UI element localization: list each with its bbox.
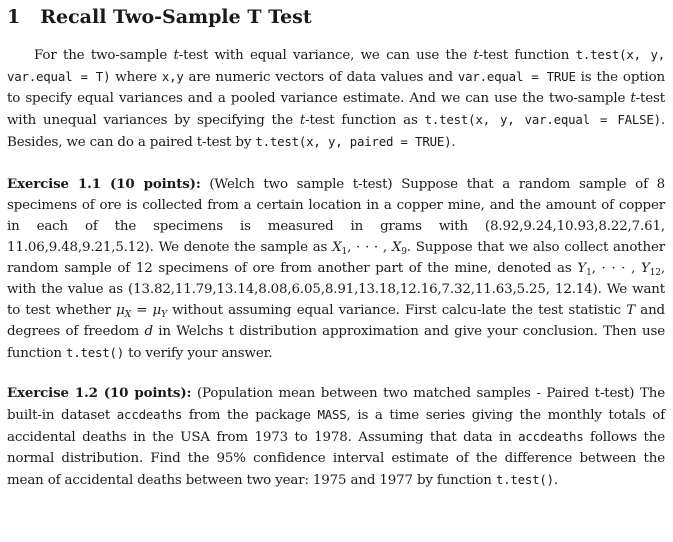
intro-text: For the two-sample [34,48,174,63]
intro-italic-t: t [173,48,179,63]
intro-text: -test with unequal variances by specifying the [7,91,665,128]
intro-paragraph [7,44,665,153]
math-sub: 1 [586,268,592,278]
exercise-text: . [553,473,559,488]
math-sub: Y [161,310,167,320]
intro-code: var.equal = TRUE [457,69,576,84]
exercise-text: (Welch two sample t-test) Suppose that a random sample of 8 specimens of ore is collected from a certain location in a copper mine, and the amount of copper in each of the specimens is measured in grams with (8.92,9.24,10.93,8.22,7.61, 11.06,9.48,9.21,5.12). We denote the sample as [7,177,665,255]
exercise-text: (Population mean between two matched samples - Paired t-test) The built-in dataset [7,386,665,423]
intro-text: where [110,70,162,85]
exercise-text: from the package [182,408,318,423]
exercise-text: and degrees of freedom [7,303,665,339]
exercise-code: t.test() [65,345,125,360]
section-heading [7,6,665,28]
intro-code: t.test(x, y, var.equal = T) [7,47,665,84]
intro-italic-t: t [473,48,479,63]
math-var: X [391,240,402,255]
exercise-1-2-paragraph [7,383,665,491]
intro-italic-t: t [299,113,306,128]
math-var: μ [116,303,125,318]
intro-text: is the option to specify equal variances and a pooled variance estimate. And we can use the two-sample [7,70,665,106]
math-sub: 1 [341,247,348,257]
intro-text: are numeric vectors of data values and [183,70,458,85]
exercise-1-1-paragraph [7,174,665,364]
math-sub: 12 [649,268,661,278]
math-var: Y [577,261,587,276]
intro-code: t.test(x, y, paired = TRUE) [255,134,452,149]
exercise-code: accdeaths [518,429,584,444]
intro-text: -test function as [305,113,425,128]
math-eq: = [130,303,153,318]
math-dots: , · · · , [591,261,642,276]
math-var: T [626,303,635,318]
exercise-text: , is a time series giving the monthly totals of accidental deaths in the USA from 1973 to 1978. Assuming that data in [7,408,665,445]
section-number: 1 [7,6,21,28]
section-title: Recall Two-Sample T Test [40,6,312,28]
exercise-text: in Welchs t distribution approximation and give your conclusion. Then use function [7,324,665,361]
exercise-text: . Suppose that we also collect another random sample of 12 specimens of ore from another part of the mine, denoted as [7,240,665,276]
intro-text: -test function [478,48,576,63]
intro-text: . Besides, we can do a paired t-test by [7,113,665,150]
exercise-text: , with the value as (13.82,11.79,13.14,8.08,6.05,8.91,13.18,12.16,7.32,11.63,5.25, 12.14). We want to test whether [7,261,665,318]
exercise-code: t.test() [495,472,554,487]
exercise-label: Exercise 1.1 (10 points): [7,176,201,192]
exercise-code: MASS [317,407,347,422]
math-var: d [144,324,153,339]
math-var: X [332,240,342,255]
intro-text: -test with equal variance, we can use the [178,48,474,63]
math-sub: 9 [401,247,407,257]
intro-text: . [451,135,456,150]
intro-code: x,y [161,69,184,84]
math-var: μ [152,303,162,318]
exercise-code: accdeaths [116,407,183,422]
exercise-text: to verify your answer. [124,346,273,361]
math-var: Y [641,261,650,276]
exercise-text: without assuming equal variance. First calcu-late the test statistic [166,303,627,318]
intro-code: t.test(x, y, var.equal = FALSE) [424,112,661,127]
math-dots: , · · · , [347,240,392,255]
exercise-label: Exercise 1.2 (10 points): [7,385,192,401]
exercise-text: follows the normal distribution. Find the 95% confidence interval estimate of the difference between the mean of accidental deaths between two year: 1975 and 1977 by function [7,430,665,488]
intro-italic-t: t [630,91,636,106]
math-sub: X [124,310,131,320]
